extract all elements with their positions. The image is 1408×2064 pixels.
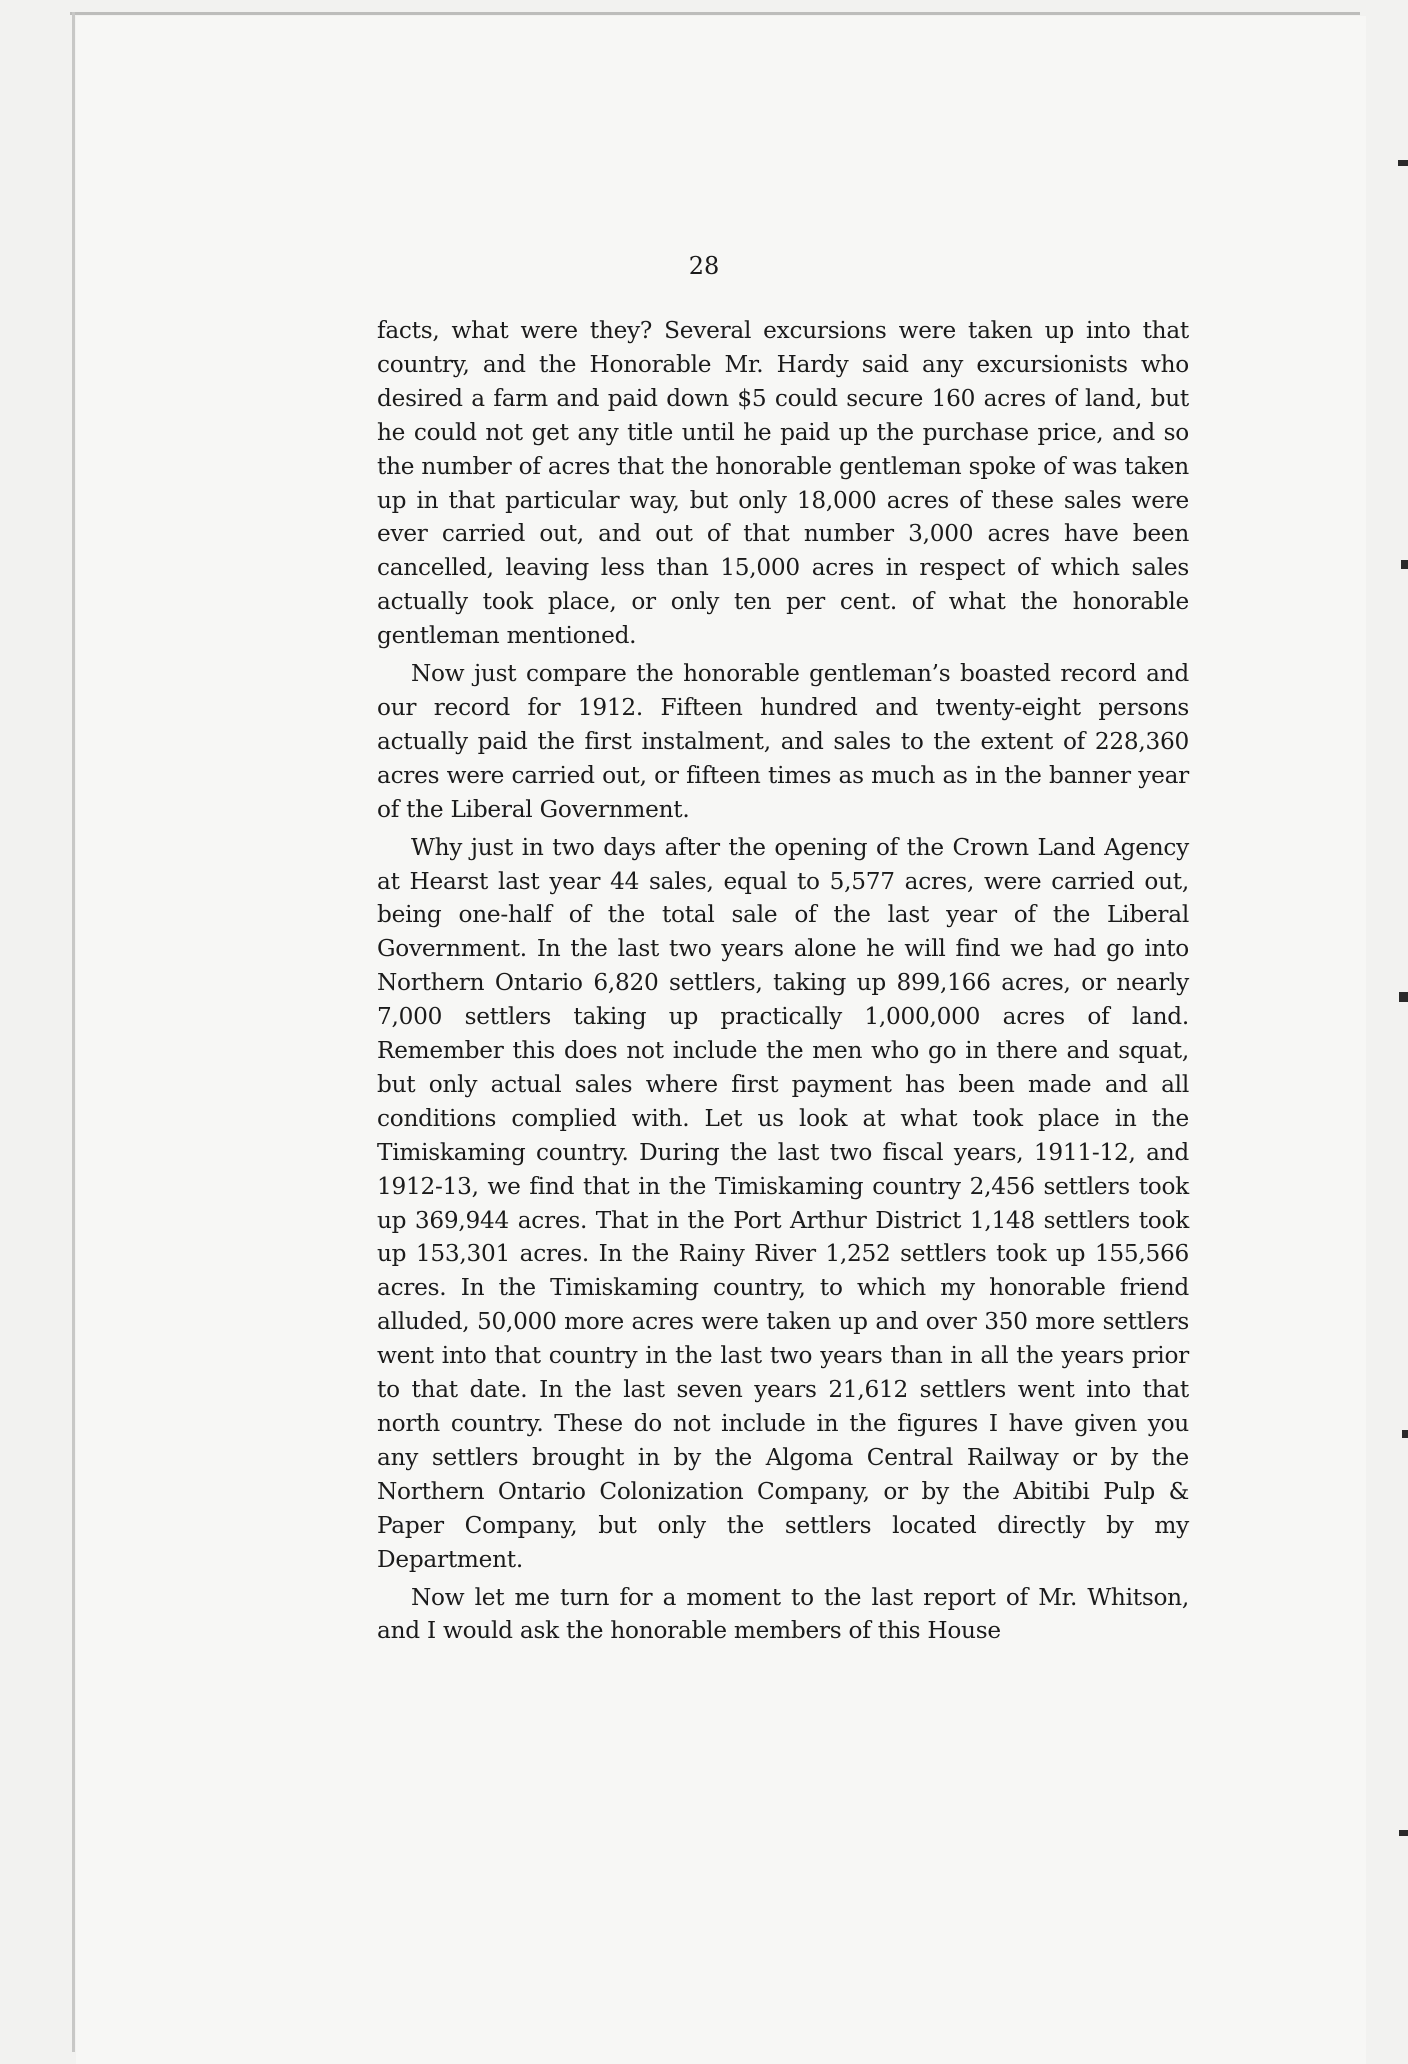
scan-mark-right-3 xyxy=(1399,992,1408,1002)
scan-mark-right-2 xyxy=(1401,560,1408,569)
paragraph: Now let me turn for a moment to the last report of Mr. Whitson, and I would ask the honorable members of this House xyxy=(377,1583,1189,1645)
scan-mark-right-5 xyxy=(1399,1830,1408,1836)
page-number: 28 xyxy=(688,252,720,280)
scan-edge-left xyxy=(72,12,75,2052)
paragraph: Now just compare the honorable gentleman’s boasted record and our record for 1912. Fifteen hundred and twenty-eight persons actually paid the first instalment, and sales to the extent of 228,360 acres were carried out, or fifteen times as much as in the banner year of the Liberal Government. xyxy=(377,660,1189,823)
scan-mark-right-1 xyxy=(1398,160,1408,166)
body-text xyxy=(377,314,1189,1648)
scan-edge-top xyxy=(70,12,1360,15)
paragraph: facts, what were they? Several excursions were taken up into that country, and the Honorable Mr. Hardy said any excursionists who desired a farm and paid down $5 could secure 160 acres of land, but he could not get any title until he paid up the purchase price, and so the number of acres that the honorable gentleman spoke of was taken up in that particular way, but only 18,000 acres of these sales were ever carried out, and out of that number 3,000 acres have been cancelled, leaving less than 15,000 acres in respect of which sales actually took place, or only ten per cent. of what the honorable gentleman mentioned. xyxy=(377,317,1189,650)
scan-mark-right-4 xyxy=(1402,1430,1408,1438)
paragraph: Why just in two days after the opening of the Crown Land Agency at Hearst last year 44 sales, equal to 5,577 acres, were carried out, being one-half of the total sale of the last year of the Liberal Government. In the last two years alone he will find we had go into Northern Ontario 6,820 settlers, taking up 899,166 acres, or nearly 7,000 settlers taking up practically 1,000,000 acres of land. Remember this does not include the men who go in there and squat, but only actual sales where first payment has been made and all conditions complied with. Let us look at what took place in the Timiskaming country. During the last two fiscal years, 1911-12, and 1912-13, we find that in the Timiskaming country 2,456 settlers took up 369,944 acres. That in the Port Arthur District 1,148 settlers took up 153,301 acres. In the Rainy River 1,252 settlers took up 155,566 acres. In the Timiskaming country, to which my honorable friend alluded, 50,000 more acres were taken up and over 350 more settlers went into that country in the last two years than in all the years prior to that date. In the last seven years 21,612 settlers went into that north country. These do not include in the figures I have given you any settlers brought in by the Algoma Central Railway or by the Northern Ontario Colonization Company, or by the Abitibi Pulp & Paper Company, but only the settlers located directly by my Department. xyxy=(377,833,1189,1573)
